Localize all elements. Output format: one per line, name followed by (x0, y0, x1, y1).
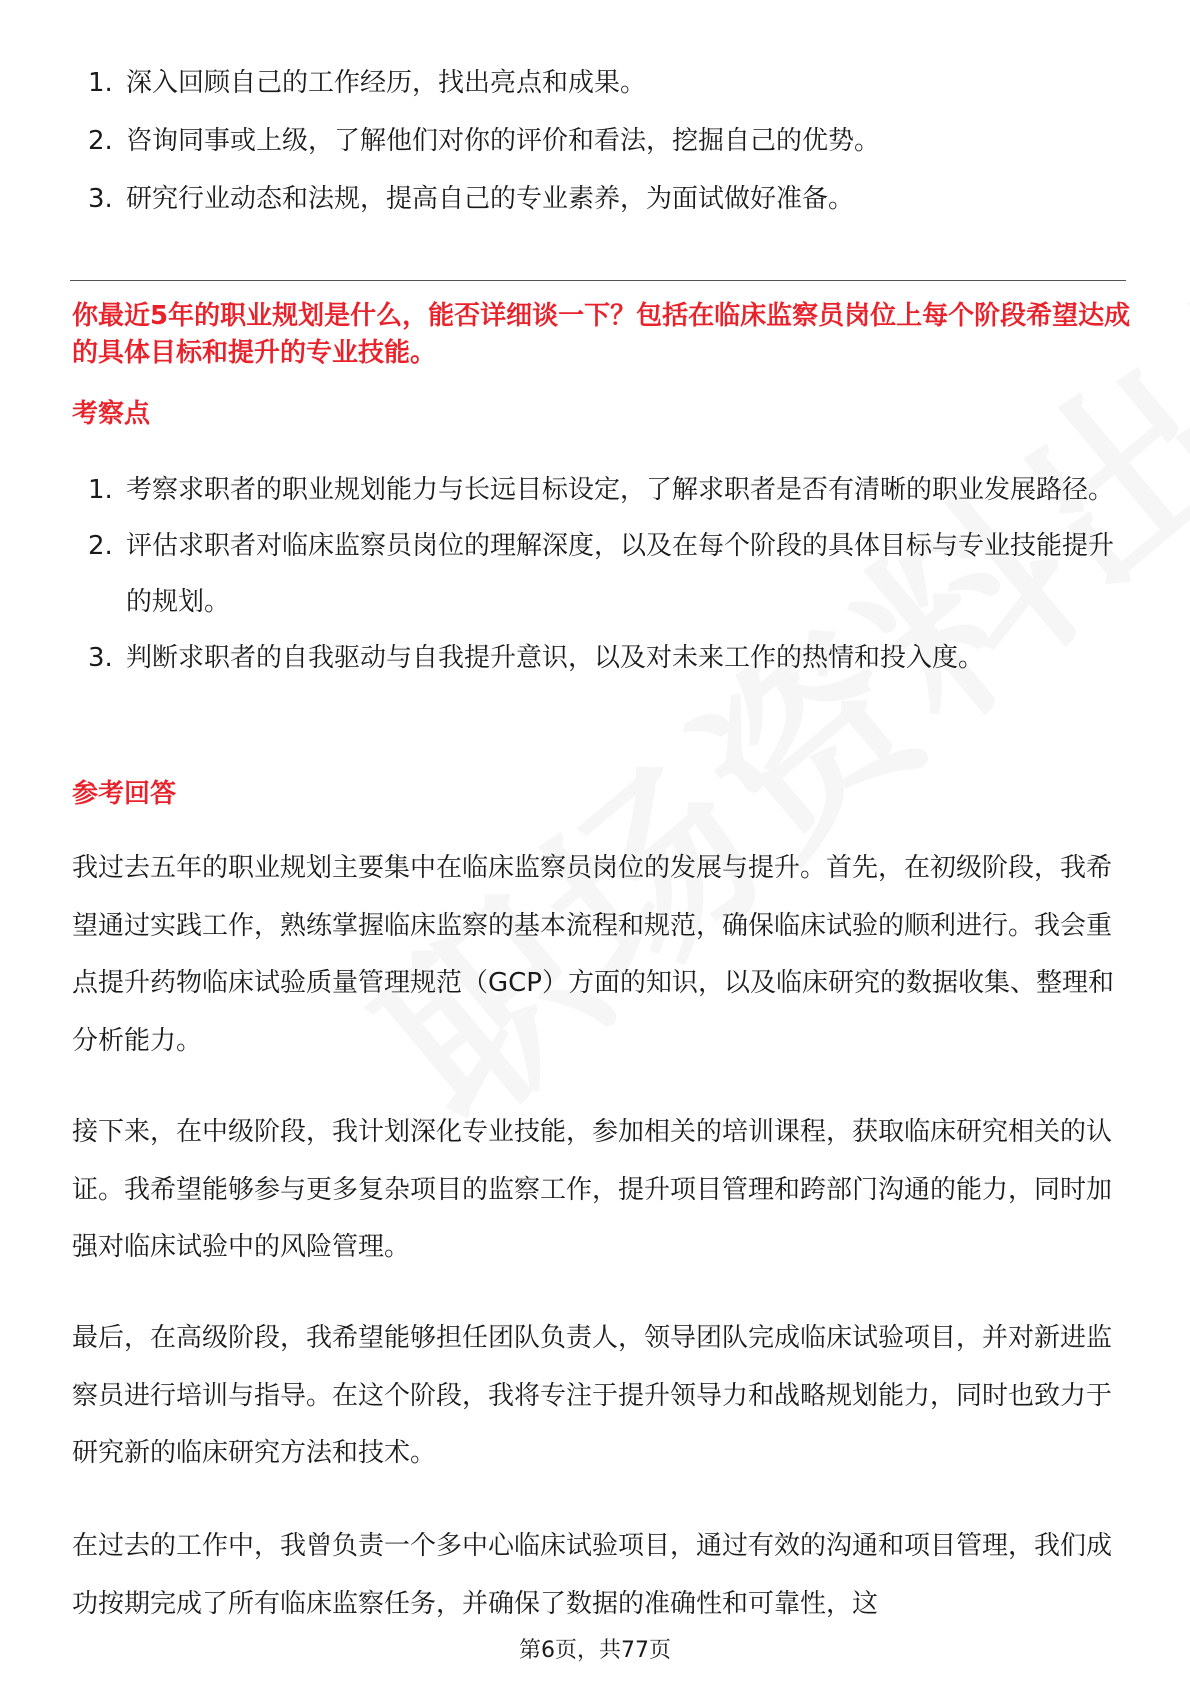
exam-points-list (88, 462, 1128, 686)
top-numbered-list (88, 55, 1128, 229)
answer-paragraph: 接下来，在中级阶段，我计划深化专业技能，参加相关的培训课程，获取临床研究相关的认证。我希望能够参与更多复杂项目的监察工作，提升项目管理和跨部门沟通的能力，同时加强对临床试验中的风险管理。 (72, 1117, 1113, 1262)
list-item (88, 462, 1128, 518)
reference-answer-heading: 参考回答 (72, 779, 177, 809)
list-number: 2. (88, 531, 113, 561)
list-item-text: 咨询同事或上级，了解他们对你的评价和看法，挖掘自己的优势。 (126, 126, 881, 156)
list-item (88, 630, 1128, 686)
section-divider (70, 280, 1126, 281)
list-number: 2. (88, 126, 113, 156)
list-item-text: 评估求职者对临床监察员岗位的理解深度，以及在每个阶段的具体目标与专业技能提升的规划。 (126, 531, 1115, 617)
list-item-text: 研究行业动态和法规，提高自己的专业素养，为面试做好准备。 (126, 184, 855, 214)
answer-paragraph: 在过去的工作中，我曾负责一个多中心临床试验项目，通过有效的沟通和项目管理，我们成功按期完成了所有临床监察任务，并确保了数据的准确性和可靠性，这 (72, 1531, 1113, 1619)
list-item (88, 113, 1128, 169)
interview-question: 你最近5年的职业规划是什么，能否详细谈一下？包括在临床监察员岗位上每个阶段希望达成的具体目标和提升的专业技能。 (72, 301, 1131, 368)
list-item-text: 深入回顾自己的工作经历，找出亮点和成果。 (126, 68, 647, 98)
answer-paragraph: 我过去五年的职业规划主要集中在临床监察员岗位的发展与提升。首先，在初级阶段，我希望通过实践工作，熟练掌握临床监察的基本流程和规范，确保临床试验的顺利进行。我会重点提升药物临床试验质量管理规范（GCP）方面的知识，以及临床研究的数据收集、整理和分析能力。 (72, 853, 1114, 1056)
list-item (88, 518, 1128, 630)
list-item (88, 55, 1128, 111)
list-number: 1. (88, 68, 113, 98)
list-number: 1. (88, 475, 113, 505)
list-item (88, 171, 1128, 227)
list-number: 3. (88, 643, 113, 673)
list-item-text: 判断求职者的自我驱动与自我提升意识，以及对未来工作的热情和投入度。 (126, 643, 985, 673)
exam-points-heading: 考察点 (72, 399, 151, 429)
page-footer: 第6页，共77页 (519, 1638, 671, 1663)
list-item-text: 考察求职者的职业规划能力与长远目标设定，了解求职者是否有清晰的职业发展路径。 (126, 475, 1115, 505)
list-number: 3. (88, 184, 113, 214)
answer-paragraph: 最后，在高级阶段，我希望能够担任团队负责人，领导团队完成临床试验项目，并对新进监察员进行培训与指导。在这个阶段，我将专注于提升领导力和战略规划能力，同时也致力于研究新的临床研究方法和技术。 (72, 1323, 1113, 1468)
